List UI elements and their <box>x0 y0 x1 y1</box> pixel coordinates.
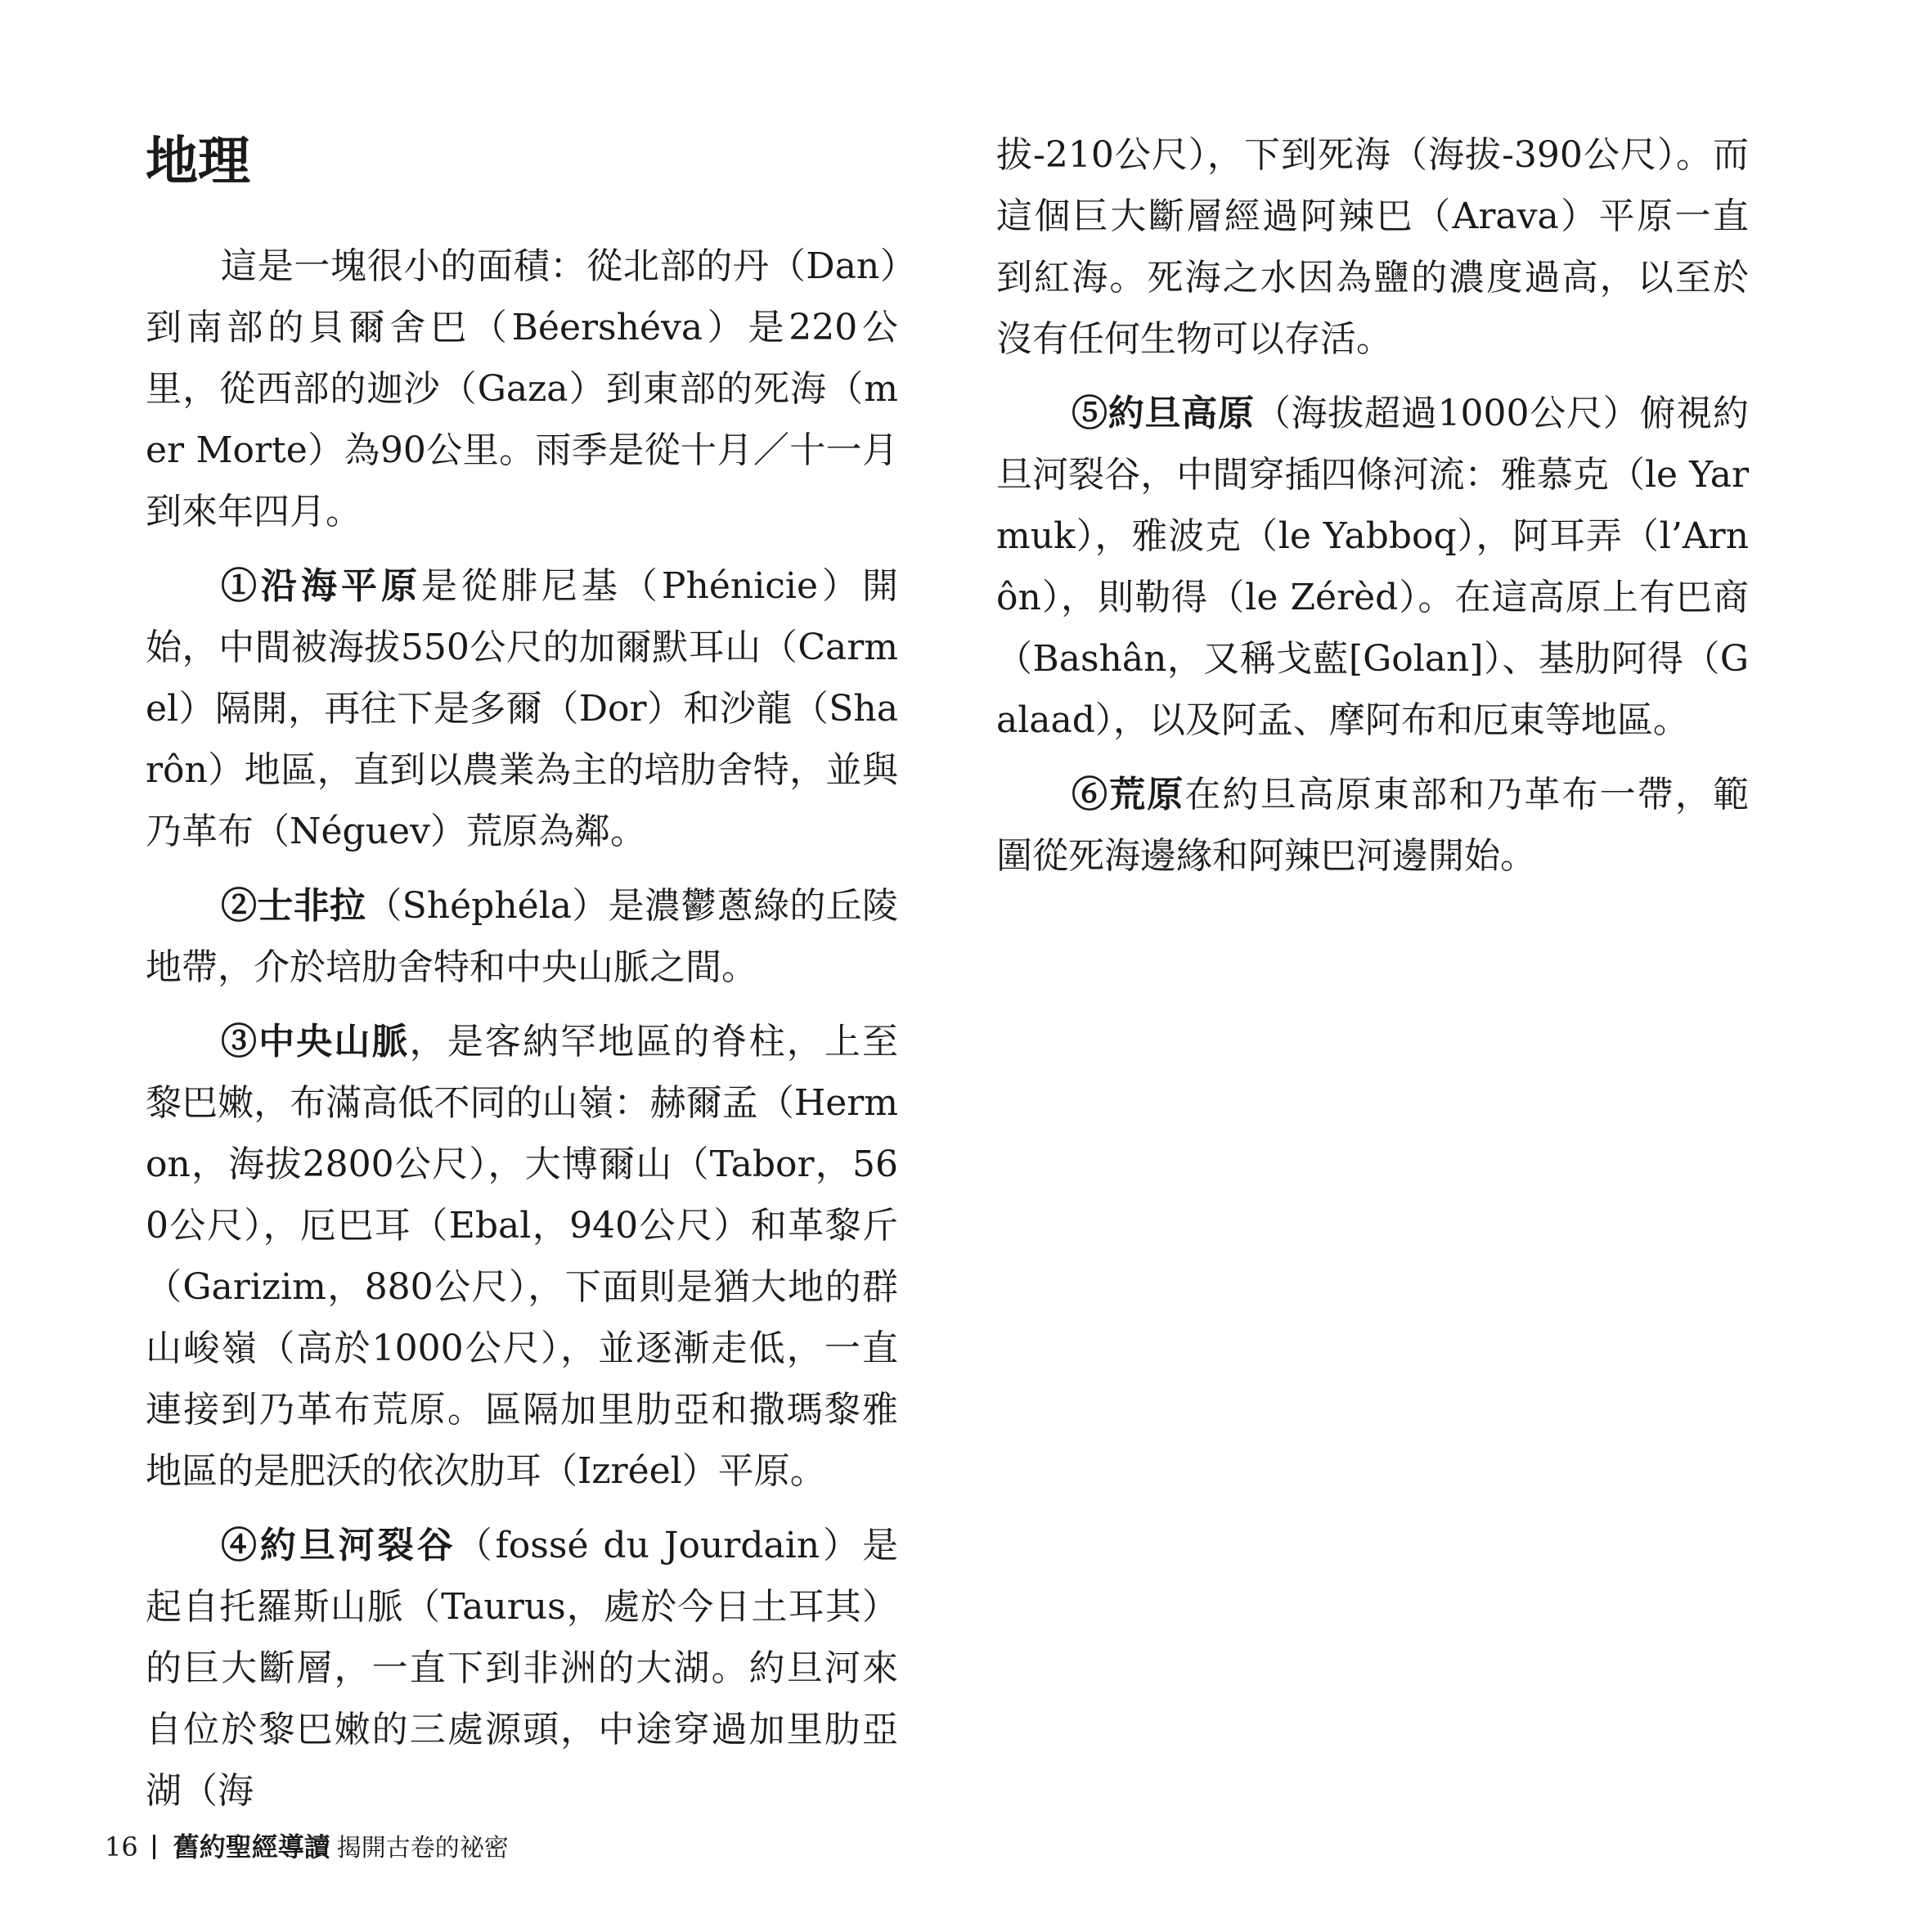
paragraph-text: 這是一塊很小的面積：從北部的丹（Dan）到南部的貝爾舍巴（Béershéva）是220公里，從西部的迦沙（Gaza）到東部的死海（mer Morte）為90公里。雨季是從十月／十一月到來年四月。 <box>146 245 898 532</box>
paragraph-text: 拔-210公尺），下到死海（海拔-390公尺）。而這個巨大斷層經過阿辣巴（Arava）平原一直到紅海。死海之水因為鹽的濃度過高，以至於沒有任何生物可以存活。 <box>996 134 1749 360</box>
paragraph-wilderness <box>996 764 1749 887</box>
right-column <box>996 124 1749 900</box>
page-footer <box>105 1831 509 1865</box>
paragraph-text: 是從腓尼基（Phénicie）開始，中間被海拔550公尺的加爾默耳山（Carmel）隔開，再往下是多爾（Dor）和沙龍（Sharôn）地區，直到以農業為主的培肋舍特，並與乃革布（Néguev）荒原為鄰。 <box>146 565 899 852</box>
paragraph-text: （fossé du Jourdain）是起自托羅斯山脈（Taurus，處於今日土耳其）的巨大斷層，一直下到非洲的大湖。約旦河來自位於黎巴嫩的三處源頭，中途穿過加里肋亞湖（海 <box>146 1525 899 1812</box>
paragraph-text: 在約旦高原東部和乃革布一帶，範圍從死海邊緣和阿辣巴河邊開始。 <box>996 774 1750 877</box>
page-title: 地理 <box>146 131 250 192</box>
section-heading: ③中央山脈 <box>221 1021 410 1063</box>
section-heading: ④約旦河裂谷 <box>221 1525 456 1566</box>
page-number: 16 <box>105 1831 138 1862</box>
book-title: 舊約聖經導讀 <box>173 1831 330 1862</box>
left-column <box>146 236 898 1835</box>
paragraph-shephelah <box>146 875 898 998</box>
paragraph-text: ，是客納罕地區的脊柱，上至黎巴嫩，布滿高低不同的山嶺：赫爾孟（Hermon，海拔2800公尺），大博爾山（Tabor，560公尺），厄巴耳（Ebal，940公尺）和革黎斤（Garizim，880公尺），下面則是猶大地的群山峻嶺（高於1000公尺），並逐漸走低，一直連接到乃革布荒原。區隔加里肋亞和撒瑪黎雅地區的是肥沃的依次肋耳（Izréel）平原。 <box>146 1021 899 1492</box>
section-heading: ⑤約旦高原 <box>1072 393 1255 434</box>
paragraph-text: （Shéphéla）是濃鬱蔥綠的丘陵地帶，介於培肋舍特和中央山脈之間。 <box>146 885 898 988</box>
book-subtitle: 揭開古卷的祕密 <box>336 1834 509 1862</box>
paragraph-jordan-rift-continued <box>996 124 1749 370</box>
paragraph-transjordan-plateau <box>996 383 1749 751</box>
paragraph-central-mountains <box>146 1011 898 1502</box>
paragraph-intro <box>146 236 898 542</box>
paragraph-text: （海拔超過1000公尺）俯視約旦河裂谷，中間穿插四條河流：雅慕克（le Yarmuk），雅波克（le Yabboq），阿耳弄（l’Arnôn），則勒得（le Zérèd）。在這高原上有巴商（Bashân，又稱戈藍[Golan]）、基肋阿得（Galaad），以及阿孟、摩阿布和厄東等地區。 <box>996 393 1750 741</box>
section-heading: ②士非拉 <box>221 885 366 927</box>
paragraph-coastal-plain <box>146 555 898 862</box>
paragraph-jordan-rift <box>146 1515 898 1822</box>
section-heading: ①沿海平原 <box>221 565 421 607</box>
footer-divider <box>153 1835 155 1859</box>
section-heading: ⑥荒原 <box>1072 774 1185 815</box>
